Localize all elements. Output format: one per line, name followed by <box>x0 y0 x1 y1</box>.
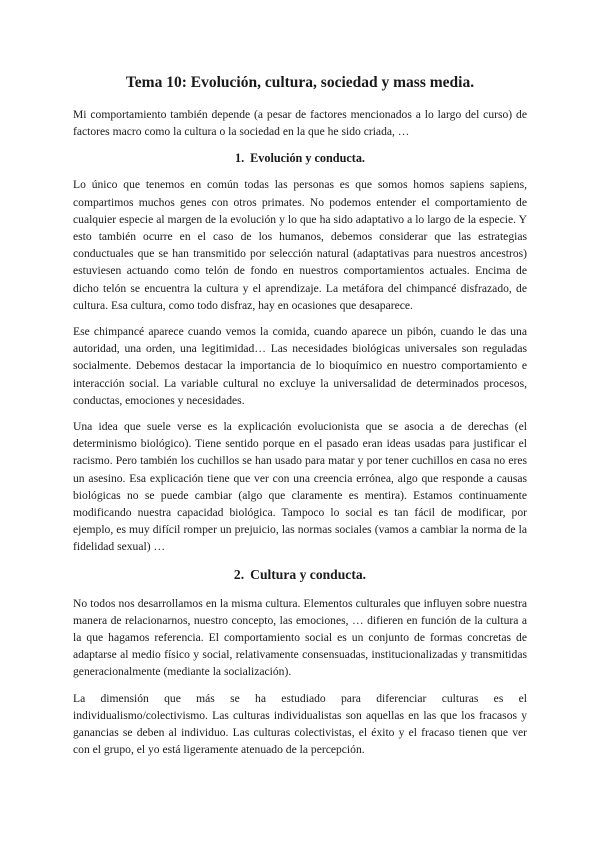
section-2-paragraph-1: No todos nos desarrollamos en la misma cultura. Elementos culturales que influyen sobre nuestra manera de relacionarnos, nuestro concepto, las emociones, … difieren en función de la cultura a la que hagamos referencia. El comportamiento social es un conjunto de formas concretas de adaptarse al medio físico y social, relativamente consensuadas, institucionalizadas y transmitidas generacionalmente (mediante la socialización). <box>73 596 527 679</box>
section-number: 2. <box>233 566 245 582</box>
section-title: Cultura y conducta. <box>250 566 367 582</box>
section-2-heading <box>73 565 527 585</box>
section-title: Evolución y conducta. <box>250 151 365 166</box>
section-1-paragraph-2: Ese chimpancé aparece cuando vemos la comida, cuando aparece un pibón, cuando le das una autoridad, una orden, una legitimidad… Las necesidades biológicas universales son reguladas socialmente. Debemos destacar la importancia de lo bioquímico en nuestro comportamiento e interacción social. La variable cultural no excluye la universalidad de determinados procesos, conductas, emociones y necesidades. <box>73 325 527 407</box>
section-1-paragraph-1: Lo único que tenemos en común todas las personas es que somos homos sapiens sapiens, compartimos muchos genes con otros primates. No podemos entender el comportamiento de cualquier especie al margen de la evolución y lo que ha sido adaptativo a lo largo de la especie. Y esto también ocurre en el caso de los humanos, debemos considerar que las estrategias conductuales que se han transmitido por selección natural (adaptativas para nuestros ancestros) estuviesen actuando como telón de fondo en nuestros comportamientos actuales. Encima de dicho telón se encuentra la cultura y el aprendizaje. La metáfora del chimpancé disfrazado, de cultura. Esa cultura, como todo disfraz, hay en ocasiones que desaparece. <box>73 178 527 312</box>
section-1-paragraph-3: Una idea que suele verse es la explicación evolucionista que se asocia a de derechas (el determinismo biológico). Tiene sentido porque en el pasado eran ideas usadas para justificar el racismo. Pero también los cuchillos se han usado para matar y por tener cuchillos en casa no eres un asesino. Esa explicación tiene que ver con una creencia errónea, algo que responde a causas biológicas no se puede cambiar (algo que claramente es mentira). Estamos continuamente modificando nuestra capacidad biológica. Tampoco lo social es tan fácil de modificar, por ejemplo, es muy difícil romper un prejuicio, las normas sociales (vamos a cambiar la norma de la fidelidad sexual) … <box>73 420 527 554</box>
intro-paragraph: Mi comportamiento también depende (a pesar de factores mencionados a lo largo del curso) de factores macro como la cultura o la sociedad en la que he sido criada, … <box>73 108 527 139</box>
section-2-paragraph-2: La dimensión que más se ha estudiado para diferenciar culturas es el individualismo/colectivismo. Las culturas individualistas son aquellas en las que los fracasos y ganancias se deben al individuo. Las culturas colectivistas, el éxito y el fracaso tienen que ver con el grupo, el yo está ligeramente atenuado de la percepción. <box>73 691 527 757</box>
section-1-heading <box>73 149 527 167</box>
section-number: 1. <box>235 151 245 166</box>
page-title: Tema 10: Evolución, cultura, sociedad y mass media. <box>125 74 475 91</box>
